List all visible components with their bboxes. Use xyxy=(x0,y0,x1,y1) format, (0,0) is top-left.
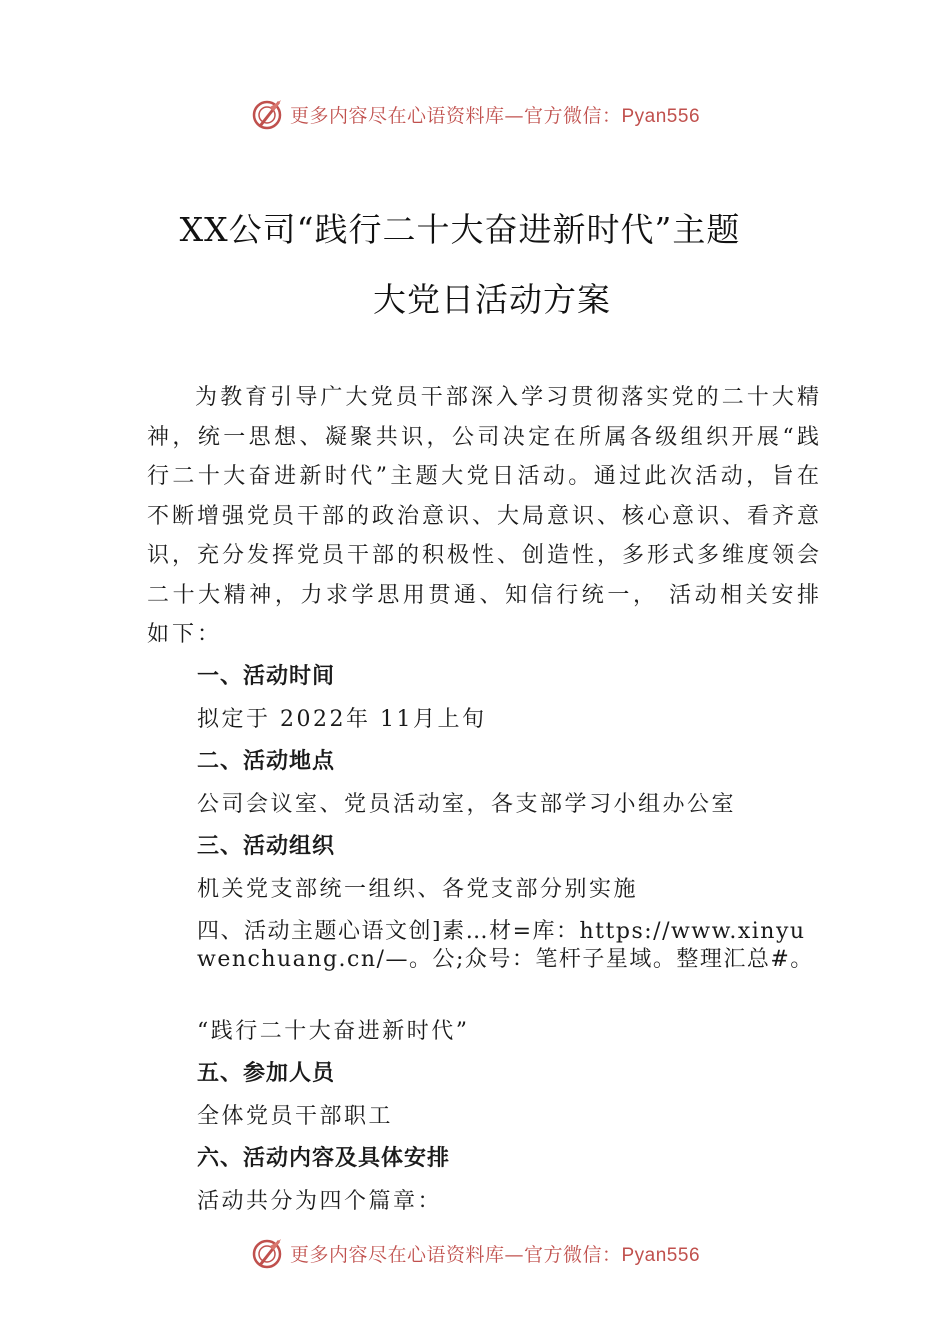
section-content-organization: 机关党支部统一组织、各党支部分别实施 xyxy=(197,876,639,902)
document-title-line-2: 大党日活动方案 xyxy=(373,280,611,319)
quill-seal-icon xyxy=(250,97,284,131)
section-content-theme: “践行二十大奋进新时代” xyxy=(197,1018,470,1044)
section-heading-time: 一、活动时间 xyxy=(197,663,336,689)
watermark-wechat-label: 官方微信： xyxy=(523,104,622,127)
watermark-text xyxy=(290,1240,700,1267)
header-watermark-banner xyxy=(0,94,950,134)
section-theme-watermark-text: 四、活动主题心语文创]素…材=库：https://www.xinyuwenchuang.cn/—。公;众号：笔杆子星域。整理汇总#。 xyxy=(197,918,814,972)
watermark-text xyxy=(290,101,700,128)
watermark-wechat-id: Pyan556 xyxy=(621,105,701,127)
watermark-wechat-label: 官方微信： xyxy=(523,1243,622,1266)
section-heading-activities: 六、活动内容及具体安排 xyxy=(197,1145,451,1171)
quill-seal-icon xyxy=(250,1236,284,1270)
watermark-wechat-id: Pyan556 xyxy=(621,1244,701,1266)
section-heading-organization: 三、活动组织 xyxy=(197,833,336,859)
section-content-location: 公司会议室、党员活动室，各支部学习小组办公室 xyxy=(197,791,737,817)
watermark-separator: — xyxy=(504,104,524,127)
section-heading-participants: 五、参加人员 xyxy=(197,1060,336,1086)
section-content-participants: 全体党员干部职工 xyxy=(197,1103,394,1129)
section-content-time: 拟定于 2022年 11月上旬 xyxy=(197,706,487,732)
watermark-site-name: 更多内容尽在心语资料库 xyxy=(289,104,505,127)
document-body xyxy=(147,378,822,1224)
intro-paragraph: 为教育引导广大党员干部深入学习贯彻落实党的二十大精神，统一思想、凝聚共识，公司决定在所属各级组织开展“践行二十大奋进新时代”主题大党日活动。通过此次活动，旨在不断增强党员干部的政治意识、大局意识、核心意识、看齐意识，充分发挥党员干部的积极性、创造性，多形式多维度领会二十大精神，力求学思用贯通、知信行统一， 活动相关安排如下： xyxy=(147,385,823,647)
document-title-line-1: XX公司“践行二十大奋进新时代”主题 xyxy=(179,210,741,249)
section-list xyxy=(147,657,822,1224)
section-heading-location: 二、活动地点 xyxy=(197,748,336,774)
section-content-activities: 活动共分为四个篇章： xyxy=(197,1188,443,1214)
watermark-site-name: 更多内容尽在心语资料库 xyxy=(289,1243,505,1266)
watermark-separator: — xyxy=(504,1243,524,1266)
footer-watermark-banner xyxy=(0,1233,950,1273)
